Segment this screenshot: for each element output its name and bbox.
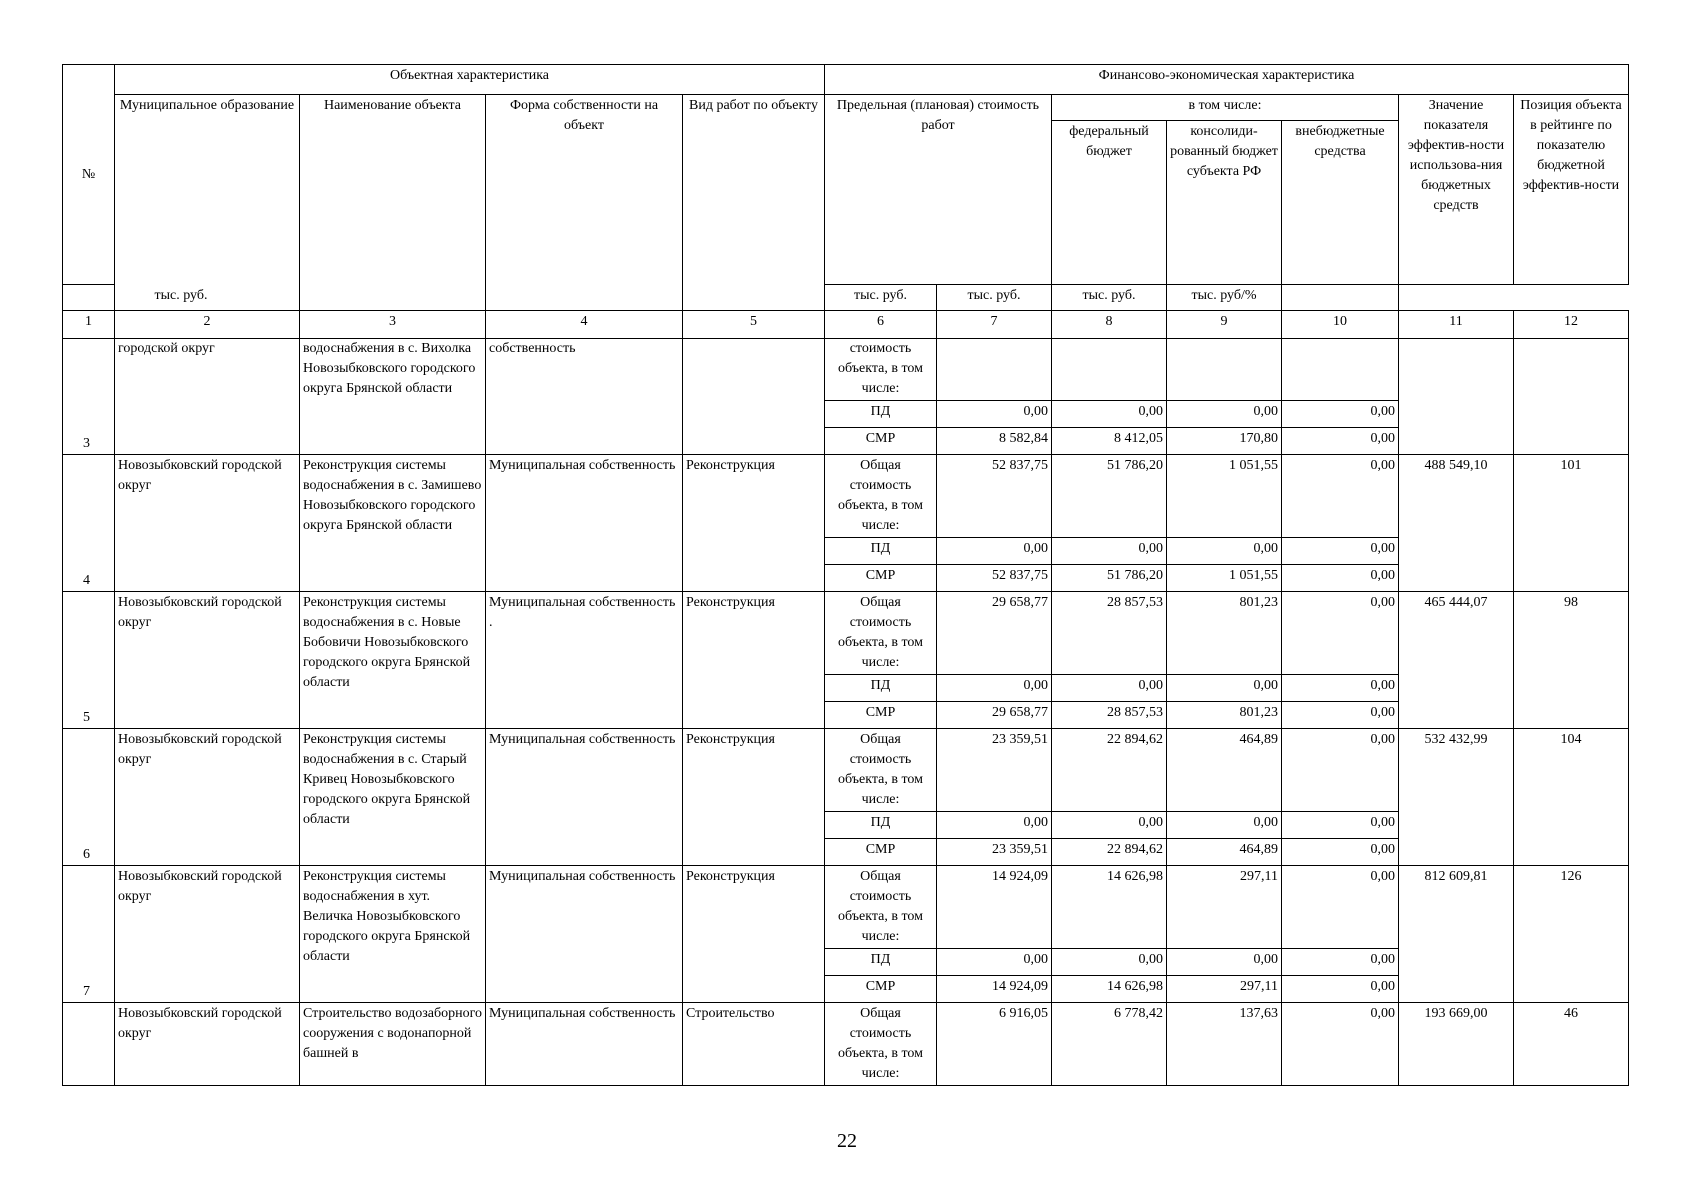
row-number: 4 (83, 573, 90, 588)
extrabudgetary: 0,00 (1282, 592, 1399, 675)
consolidated-budget (1167, 339, 1282, 401)
header-financial-characteristics: Финансово-экономическая характеристика (825, 65, 1629, 95)
work-type: Реконструкция (683, 729, 825, 866)
extrabudgetary: 0,00 (1282, 866, 1399, 949)
municipality: городской округ (115, 339, 300, 455)
total-cost-label: Общая стоимость объекта, в том числе: (825, 729, 937, 812)
pd-fed: 0,00 (1052, 949, 1167, 976)
work-type (683, 339, 825, 455)
total-cost (937, 339, 1052, 401)
extrabudgetary: 0,00 (1282, 1003, 1399, 1086)
table-row (63, 311, 1629, 339)
work-type: Строительство (683, 1003, 825, 1086)
extrabudgetary: 0,00 (1282, 455, 1399, 538)
pd-extra: 0,00 (1282, 675, 1399, 702)
header-object-name: Наименование объекта (300, 95, 486, 311)
header-object-characteristics: Объектная характеристика (115, 65, 825, 95)
smr-total: 23 359,51 (937, 839, 1052, 866)
municipality: Новозыбковский городской округ (115, 1003, 300, 1086)
pd-cons: 0,00 (1167, 675, 1282, 702)
header-including: в том числе: (1052, 95, 1399, 121)
total-cost: 52 837,75 (937, 455, 1052, 538)
smr-fed: 22 894,62 (1052, 839, 1167, 866)
total-cost: 6 916,05 (937, 1003, 1052, 1086)
column-number: 6 (825, 311, 937, 339)
smr-fed: 51 786,20 (1052, 565, 1167, 592)
efficiency-value (1399, 339, 1514, 455)
pd-label: ПД (825, 675, 937, 702)
pd-fed: 0,00 (1052, 812, 1167, 839)
work-type: Реконструкция (683, 455, 825, 592)
federal-budget: 28 857,53 (1052, 592, 1167, 675)
pd-fed: 0,00 (1052, 401, 1167, 428)
smr-cons: 297,11 (1167, 976, 1282, 1003)
pd-total: 0,00 (937, 675, 1052, 702)
column-number: 7 (937, 311, 1052, 339)
efficiency-value: 465 444,07 (1399, 592, 1514, 729)
header-federal-budget: федеральный бюджет (1052, 121, 1167, 285)
ownership-form: собственность (486, 339, 683, 455)
ownership-form: Муниципальная собственность (486, 729, 683, 866)
table-row (63, 65, 1629, 95)
smr-cons: 801,23 (1167, 702, 1282, 729)
header-ownership-form: Форма собственности на объект (486, 95, 683, 311)
column-number: 9 (1167, 311, 1282, 339)
total-cost: 29 658,77 (937, 592, 1052, 675)
rating-position (1514, 339, 1629, 455)
pd-cons: 0,00 (1167, 538, 1282, 565)
unit-federal: тыс. руб. (825, 285, 937, 311)
header-extrabudgetary: внебюджетные средства (1282, 121, 1399, 285)
smr-extra: 0,00 (1282, 428, 1399, 455)
smr-total: 8 582,84 (937, 428, 1052, 455)
unit-position (1282, 285, 1399, 311)
extrabudgetary: 0,00 (1282, 729, 1399, 812)
pd-fed: 0,00 (1052, 538, 1167, 565)
row-number: 6 (83, 847, 90, 862)
smr-extra: 0,00 (1282, 702, 1399, 729)
row-number-cell (63, 339, 115, 455)
object-name: Строительство водозаборного сооружения с водонапорной башней в (300, 1003, 486, 1086)
table-row (63, 1003, 1629, 1086)
row-number-cell (63, 729, 115, 866)
row-number: 3 (83, 436, 90, 451)
column-number: 3 (300, 311, 486, 339)
pd-label: ПД (825, 949, 937, 976)
total-cost-label: Общая стоимость объекта, в том числе: (825, 1003, 937, 1086)
object-name: Реконструкция системы водоснабжения в с. Старый Кривец Новозыбковского городского округа Брянской области (300, 729, 486, 866)
efficiency-value: 532 432,99 (1399, 729, 1514, 866)
object-name: водоснабжения в с. Вихолка Новозыбковского городского округа Брянской области (300, 339, 486, 455)
smr-label: СМР (825, 428, 937, 455)
federal-budget (1052, 339, 1167, 401)
smr-label: СМР (825, 702, 937, 729)
row-number-cell (63, 866, 115, 1003)
smr-extra: 0,00 (1282, 565, 1399, 592)
rating-position: 126 (1514, 866, 1629, 1003)
efficiency-value: 193 669,00 (1399, 1003, 1514, 1086)
object-name: Реконструкция системы водоснабжения в с. Новые Бобовичи Новозыбковского городского округа Брянской области (300, 592, 486, 729)
column-number: 1 (63, 311, 115, 339)
pd-label: ПД (825, 401, 937, 428)
smr-extra: 0,00 (1282, 976, 1399, 1003)
federal-budget: 6 778,42 (1052, 1003, 1167, 1086)
consolidated-budget: 1 051,55 (1167, 455, 1282, 538)
pd-label: ПД (825, 538, 937, 565)
pd-total: 0,00 (937, 401, 1052, 428)
header-rating-position: Позиция объекта в рейтинге по показателю бюджетной эффектив-ности (1514, 95, 1629, 285)
pd-cons: 0,00 (1167, 401, 1282, 428)
smr-total: 14 924,09 (937, 976, 1052, 1003)
table-row (63, 729, 1629, 812)
column-number: 10 (1282, 311, 1399, 339)
total-cost: 23 359,51 (937, 729, 1052, 812)
efficiency-value: 812 609,81 (1399, 866, 1514, 1003)
work-type: Реконструкция (683, 866, 825, 1003)
rating-position: 98 (1514, 592, 1629, 729)
smr-label: СМР (825, 976, 937, 1003)
total-cost-label: Общая стоимость объекта, в том числе: (825, 455, 937, 538)
smr-fed: 8 412,05 (1052, 428, 1167, 455)
smr-cons: 170,80 (1167, 428, 1282, 455)
column-number: 5 (683, 311, 825, 339)
smr-label: СМР (825, 565, 937, 592)
smr-total: 29 658,77 (937, 702, 1052, 729)
header-work-type: Вид работ по объекту (683, 95, 825, 311)
object-name: Реконструкция системы водоснабжения в с. Замишево Новозыбковского городского округа Брянской области (300, 455, 486, 592)
total-cost-label: Общая стоимость объекта, в том числе: (825, 592, 937, 675)
header-consolidated-budget: консолиди-рованный бюджет субъекта РФ (1167, 121, 1282, 285)
rating-position: 104 (1514, 729, 1629, 866)
pd-total: 0,00 (937, 812, 1052, 839)
unit-efficiency: тыс. руб/% (1167, 285, 1282, 311)
header-number: № (63, 65, 115, 285)
column-number: 8 (1052, 311, 1167, 339)
row-number-cell (63, 1003, 115, 1086)
pd-extra: 0,00 (1282, 949, 1399, 976)
smr-extra: 0,00 (1282, 839, 1399, 866)
unit-cost: тыс. руб. (63, 285, 300, 311)
header-planned-cost: Предельная (плановая) стоимость работ (825, 95, 1052, 285)
pd-cons: 0,00 (1167, 812, 1282, 839)
unit-consolidated: тыс. руб. (937, 285, 1052, 311)
consolidated-budget: 297,11 (1167, 866, 1282, 949)
municipality: Новозыбковский городской округ (115, 866, 300, 1003)
federal-budget: 14 626,98 (1052, 866, 1167, 949)
ownership-form: Муниципальная собственность (486, 1003, 683, 1086)
header-municipality: Муниципальное образование (115, 95, 300, 311)
pd-total: 0,00 (937, 949, 1052, 976)
row-number-cell (63, 592, 115, 729)
municipality: Новозыбковский городской округ (115, 592, 300, 729)
ownership-form: Муниципальная собственность (486, 866, 683, 1003)
smr-cons: 464,89 (1167, 839, 1282, 866)
efficiency-value: 488 549,10 (1399, 455, 1514, 592)
consolidated-budget: 801,23 (1167, 592, 1282, 675)
total-cost-label: стоимость объекта, в том числе: (825, 339, 937, 401)
pd-cons: 0,00 (1167, 949, 1282, 976)
smr-label: СМР (825, 839, 937, 866)
budget-table (62, 64, 1629, 1086)
federal-budget: 51 786,20 (1052, 455, 1167, 538)
column-number: 12 (1514, 311, 1629, 339)
row-number: 5 (83, 710, 90, 725)
municipality: Новозыбковский городской округ (115, 729, 300, 866)
rating-position: 101 (1514, 455, 1629, 592)
page-number: 22 (837, 1130, 857, 1152)
table-row (63, 866, 1629, 949)
header-efficiency-value: Значение показателя эффектив-ности использова-ния бюджетных средств (1399, 95, 1514, 285)
pd-fed: 0,00 (1052, 675, 1167, 702)
pd-extra: 0,00 (1282, 812, 1399, 839)
ownership-form: Муниципальная собственность (486, 455, 683, 592)
smr-fed: 14 626,98 (1052, 976, 1167, 1003)
rating-position: 46 (1514, 1003, 1629, 1086)
smr-total: 52 837,75 (937, 565, 1052, 592)
smr-fed: 28 857,53 (1052, 702, 1167, 729)
table-row (63, 339, 1629, 401)
table-row (63, 455, 1629, 538)
table-row (63, 285, 1629, 311)
consolidated-budget: 464,89 (1167, 729, 1282, 812)
row-number: 7 (83, 984, 90, 999)
unit-extrabudgetary: тыс. руб. (1052, 285, 1167, 311)
table-row (63, 592, 1629, 675)
pd-total: 0,00 (937, 538, 1052, 565)
object-name: Реконструкция системы водоснабжения в хут. Величка Новозыбковского городского округа Брянской области (300, 866, 486, 1003)
row-number-cell (63, 455, 115, 592)
pd-extra: 0,00 (1282, 538, 1399, 565)
total-cost: 14 924,09 (937, 866, 1052, 949)
consolidated-budget: 137,63 (1167, 1003, 1282, 1086)
column-number: 4 (486, 311, 683, 339)
ownership-form: Муниципальная собственность . (486, 592, 683, 729)
extrabudgetary (1282, 339, 1399, 401)
municipality: Новозыбковский городской округ (115, 455, 300, 592)
work-type: Реконструкция (683, 592, 825, 729)
federal-budget: 22 894,62 (1052, 729, 1167, 812)
table-row (63, 95, 1629, 121)
smr-cons: 1 051,55 (1167, 565, 1282, 592)
total-cost-label: Общая стоимость объекта, в том числе: (825, 866, 937, 949)
pd-extra: 0,00 (1282, 401, 1399, 428)
column-number: 2 (115, 311, 300, 339)
pd-label: ПД (825, 812, 937, 839)
column-number: 11 (1399, 311, 1514, 339)
